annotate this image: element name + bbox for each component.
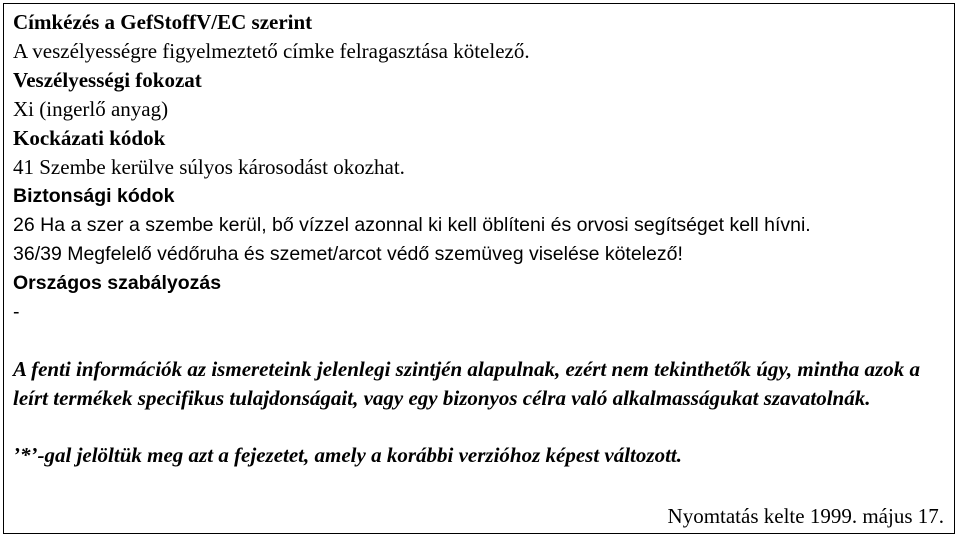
risk-code-41: 41 Szembe kerülve súlyos károsodást okozhat. [13, 155, 405, 179]
document-content [13, 8, 948, 470]
disclaimer-text: A fenti információk az ismereteink jelenlegi szintjén alapulnak, ezért nem tekinthetők úgy, mintha azok a leírt termékek specifikus tulajdonságait, vagy egy bizonyos célra való alkalmasságukat szavatolnák. [13, 357, 920, 410]
risk-heading: Kockázati kódok [13, 126, 166, 150]
spacer [13, 413, 948, 441]
national-heading: Országos szabályozás [13, 272, 222, 294]
safety-heading: Biztonsági kódok [13, 185, 175, 207]
spacer [13, 327, 948, 355]
document-frame [3, 3, 955, 534]
hazard-heading: Veszélyességi fokozat [13, 68, 202, 92]
print-date: Nyomtatás kelte 1999. május 17. [667, 504, 944, 528]
national-value: - [13, 301, 20, 323]
change-note: ’*’-gal jelöltük meg azt a fejezetet, amely a korábbi verzióhoz képest változott. [13, 443, 682, 467]
hazard-value: Xi (ingerlő anyag) [13, 97, 169, 121]
labeling-requirement: A veszélyességre figyelmeztető címke felragasztása kötelező. [13, 39, 530, 63]
labeling-heading: Címkézés a GefStoffV/EC szerint [13, 10, 313, 34]
safety-code-36-39: 36/39 Megfelelő védőruha és szemet/arcot védő szemüveg viselése kötelező! [13, 243, 683, 265]
safety-code-26: 26 Ha a szer a szembe kerül, bő vízzel azonnal ki kell öblíteni és orvosi segítséget kell hívni. [13, 214, 811, 236]
